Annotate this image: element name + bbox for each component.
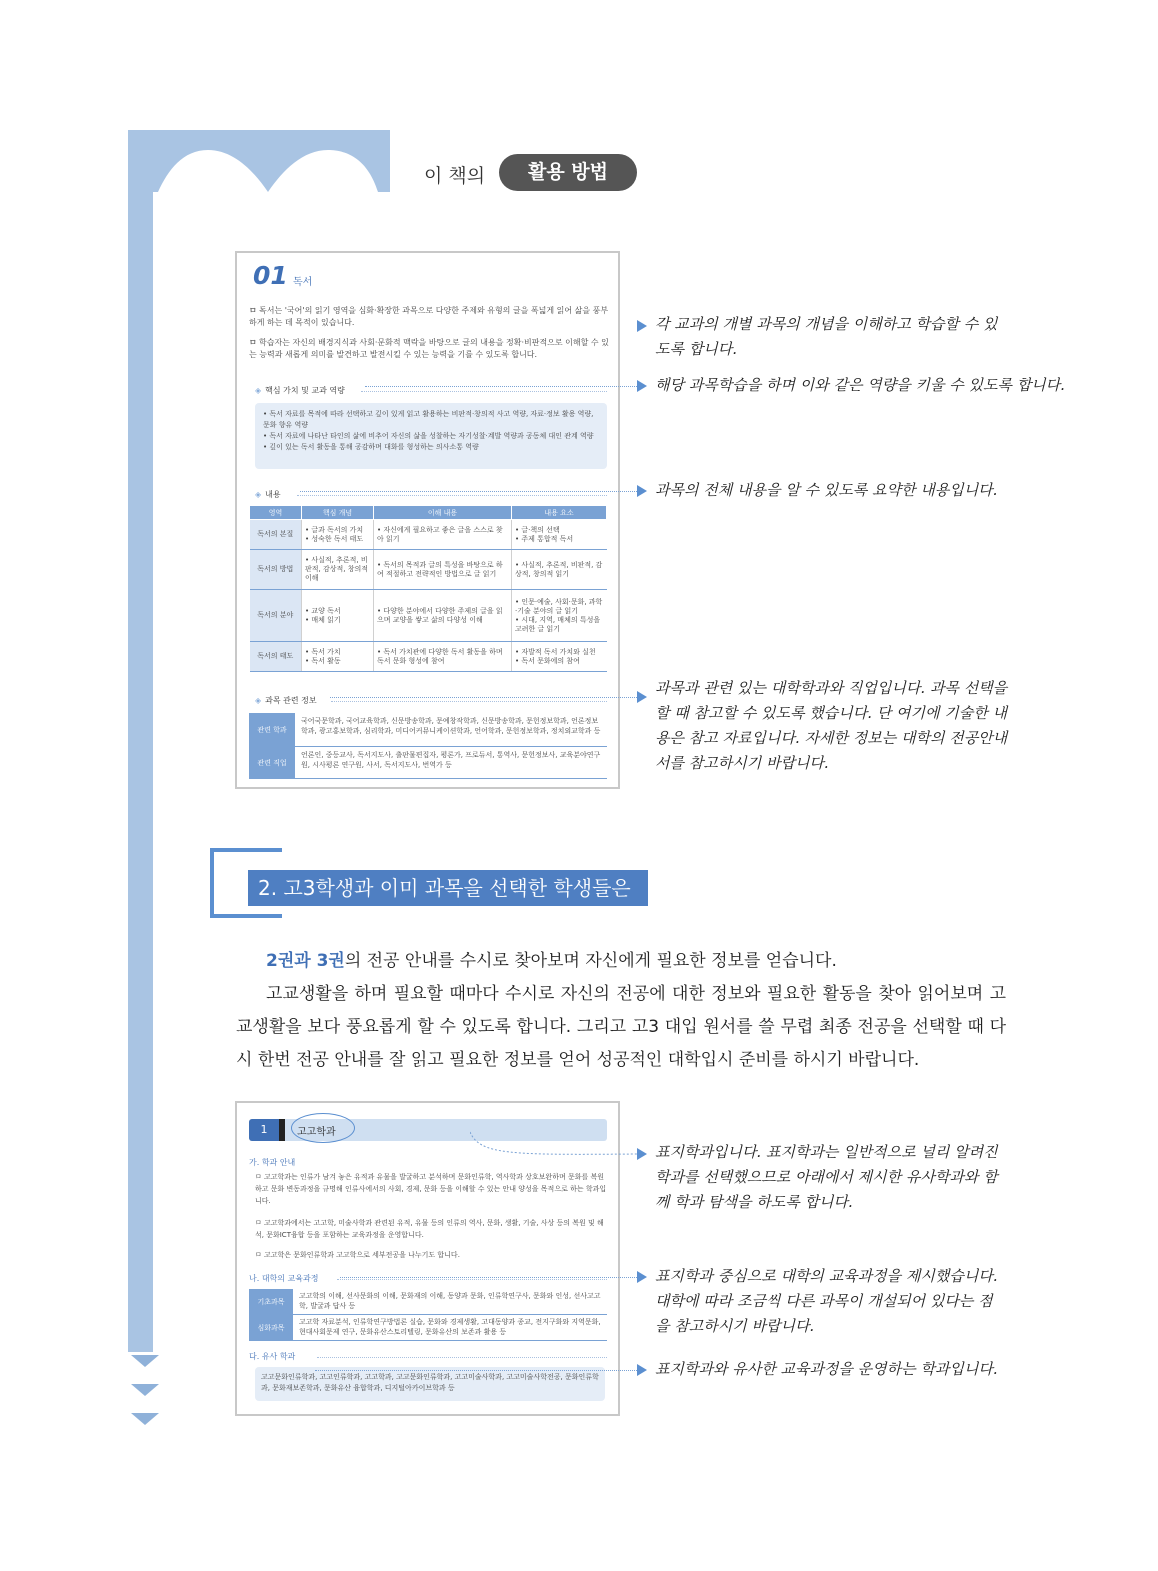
curriculum-row: 심화과목 고고학 자료분석, 인류학연구방법론 실습, 문화와 경제생활, 고대동양과 종교, 전지구화와 지역문화, 현대사회문제 연구, 문화유산스토리텔링, 문화유산의 보존과 활용 등 [249,1315,607,1341]
table-header: 이해 내용 [374,506,512,520]
table-cell: • 글·책의 선택 • 주제 통합적 독서 [512,520,607,550]
chevron-down-icon [131,1413,159,1425]
department-number: 1 [249,1119,279,1141]
header-pill: 활용 방법 [499,154,637,191]
annotation: 과목과 관련 있는 대학학과와 직업입니다. 과목 선택을 할 때 참고할 수 있도록 했습니다. 단 여기에 기술한 내용은 참고 자료입니다. 자세한 정보는 대학의 전공안내서를 참고하시기 바랍니다. [655,679,1008,772]
department-title: 고고학과 [297,1127,336,1138]
table-cell: • 다양한 분야에서 다양한 주제의 글을 읽으며 교양을 쌓고 삶의 다양성 이해 [374,590,512,642]
curriculum-heading: 나. 대학의 교육과정 [249,1274,319,1283]
content-table [249,505,607,672]
arrow-icon [637,1364,647,1376]
table-row [250,642,607,672]
annotation: 과목의 전체 내용을 알 수 있도록 요약한 내용입니다. [655,481,998,499]
table-cell: • 사실적, 추론적, 비판적, 감상적, 창의적 읽기 [512,550,607,590]
divider [317,1357,607,1358]
table-cell: 독서의 방법 [250,550,302,590]
annotation: 표지학과입니다. 표지학과는 일반적으로 널리 알려진 학과를 선택했으므로 아래에서 제시한 유사학과와 함께 학과 탐색을 하도록 합니다. [655,1143,998,1211]
table-cell: • 독서 가치관에 다양한 독서 활동을 하며 독서 문화 형성에 참여 [374,642,512,672]
table-header: 내용 요소 [512,506,607,520]
subject-description: ㅁ 학습자는 자신의 배경지식과 사회·문화적 맥락을 바탕으로 글의 내용을 정확·비판적으로 이해할 수 있는 능력과 새롭게 의미를 발견하고 발전시킬 수 있는 능력을 기를 수 있도록 합니다. [249,338,609,359]
arrow-icon [637,320,647,332]
chevron-down-icon [131,1384,159,1396]
chevron-down-icon [131,1355,159,1367]
intro-line: 2권과 3권의 전공 안내를 수시로 찾아보며 자신에게 필요한 정보를 얻습니다. [266,951,837,971]
table-cell: 독서의 태도 [250,642,302,672]
intro-paragraph: 고교생활을 하며 필요할 때마다 수시로 자신의 전공에 대한 정보와 필요한 활동을 찾아 읽어보며 고교생활을 보다 풍요롭게 할 수 있도록 합니다. 그리고 고3 대입 원서를 쓸 무렵 최종 전공을 선택할 때 다시 한번 전공 안내를 잘 읽고 필요한 정보를 얻어 성공적인 대학입시 준비를 하시기 바랍니다. [236,984,1006,1070]
arrow-icon [637,380,647,392]
table-row [250,550,607,590]
guide-item: ㅁ 고고학과는 인류가 남겨 놓은 유적과 유물을 발굴하고 분석하며 문화인류학, 역사학과 상호보완하며 문화를 복원하고 문화 변동과정을 규명해 인류사에서의 사회, 경제, 문화 등을 이해할 수 있는 안내 양성을 목적으로 하는 학과입니다. [255,1173,607,1205]
header-title: 이 책의 [424,165,486,187]
related-row: 관련 학과 국어국문학과, 국어교육학과, 신문방송학과, 문예창작학과, 신문방송학과, 문헌정보학과, 언론정보학과, 광고홍보학과, 심리학과, 미디어커뮤니케이션학과, 언어학과, 문헌정보학과, 정치외교학과 등 [249,713,607,747]
divider [361,391,607,392]
arrow-icon [637,691,647,703]
table-row [250,520,607,550]
table-cell: • 독서 가치 • 독서 활동 [302,642,374,672]
leader-line [340,1277,637,1278]
guide-item: ㅁ 고고학과에서는 고고학, 미술사학과 관련된 유적, 유물 등의 인류의 역사, 문화, 생활, 기술, 사상 등의 복원 및 해석, 문화ICT융합 등을 포함하는 교육과정을 운영합니다. [255,1219,604,1239]
table-cell: • 글과 독서의 가치 • 성숙한 독서 태도 [302,520,374,550]
table-header: 영역 [250,506,302,520]
table-cell: 독서의 본질 [250,520,302,550]
section-title: 2. 고3학생과 이미 과목을 선택한 학생들은 [248,870,648,906]
annotation: 각 교과의 개별 과목의 개념을 이해하고 학습할 수 있도록 합니다. [655,315,998,358]
subject-number: 01 [253,261,288,290]
annotation: 표지학과 중심으로 대학의 교육과정을 제시했습니다. 대학에 따라 조금씩 다른 과목이 개설되어 있다는 점을 참고하시기 바랍니다. [655,1267,998,1335]
arrow-icon [637,1148,647,1160]
related-heading: ◈ 과목 관련 정보 [255,696,317,705]
content-heading: ◈ 내용 [255,490,281,499]
leader-line [365,386,637,387]
table-cell: 독서의 분야 [250,590,302,642]
table-cell: • 자발적 독서 가치와 실천 • 독서 문화에의 참여 [512,642,607,672]
divider [297,495,607,496]
table-cell: • 독서의 목적과 글의 특성을 바탕으로 하여 적절하고 전략적인 방법으로 글 읽기 [374,550,512,590]
table-cell: • 자신에게 필요하고 좋은 글을 스스로 찾아 읽기 [374,520,512,550]
curriculum-row: 기초과목 고고학의 이해, 선사문화의 이해, 문화재의 이해, 동양과 문화, 인류학연구사, 문화와 인성, 선사고고학, 발굴과 답사 등 [249,1289,607,1315]
guide-heading: 가. 학과 안내 [249,1158,296,1167]
table-cell: • 사실적, 추론적, 비판적, 감상적, 창의적 이해 [302,550,374,590]
core-heading: ◈ 핵심 가치 및 교과 역량 [255,386,345,395]
annotation: 표지학과와 유사한 교육과정을 운영하는 학과입니다. [655,1360,998,1378]
subject-title: 독서 [293,277,313,288]
arrow-icon [637,485,647,497]
top-frame-curve [128,130,398,194]
core-item: • 깊이 있는 독서 활동을 통해 공감하며 대화를 형성하는 의사소통 역량 [263,443,479,451]
leader-line [315,1370,637,1371]
divider [331,701,607,702]
table-cell: • 인문·예술, 사회·문화, 과학·기술 분야의 글 읽기 • 시대, 지역, 매체의 특성을 고려한 글 읽기 [512,590,607,642]
subject-description: ㅁ 독서는 '국어'의 읽기 영역을 심화·확장한 과목으로 다양한 주제와 유형의 글을 폭넓게 읽어 삶을 풍부하게 하는 데 목적이 있습니다. [249,306,609,327]
related-row: 관련 직업 언론인, 중등교사, 독서지도사, 출판물편집자, 평론가, 프로듀서, 통역사, 문헌정보사, 교육분야연구원, 시사평론 연구원, 사서, 독서지도사, 번역가 등 [249,747,607,779]
core-item: • 독서 자료를 목적에 따라 선택하고 깊이 있게 읽고 활용하는 비판적·창의적 사고 역량, 자료·정보 활용 역량, 문화 향유 역량 [263,410,594,429]
annotation: 해당 과목학습을 하며 이와 같은 역량을 키울 수 있도록 합니다. [655,376,1065,394]
arrow-icon [637,1271,647,1283]
core-item: • 독서 자료에 나타난 타인의 삶에 비추어 자신의 삶을 성찰하는 자기성찰·계발 역량과 공동체 대인 관계 역량 [263,432,594,440]
table-header: 핵심 개념 [302,506,374,520]
tab-marker [279,1119,285,1141]
guide-item: ㅁ 고고학은 문화인류학과 고고학으로 세부전공을 나누기도 합니다. [255,1251,460,1259]
similar-departments: 고고문화인류학과, 고고인류학과, 고고학과, 고고문화인류학과, 고고미술사학과, 고고미술사학전공, 문화인류학과, 문화재보존학과, 문화유산 융합학과, 디지털아카이브학과 등 [255,1367,605,1401]
left-decorative-bar [128,130,153,1352]
subject-preview-card [235,251,620,789]
leader-line [300,491,637,492]
core-competency-box [255,403,607,469]
highlight-ellipse [291,1113,355,1143]
table-row [250,590,607,642]
table-cell: • 교양 독서 • 매체 읽기 [302,590,374,642]
divider [337,1279,607,1280]
similar-heading: 다. 유사 학과 [249,1352,296,1361]
leader-curve [470,1130,640,1160]
leader-line [330,697,637,698]
